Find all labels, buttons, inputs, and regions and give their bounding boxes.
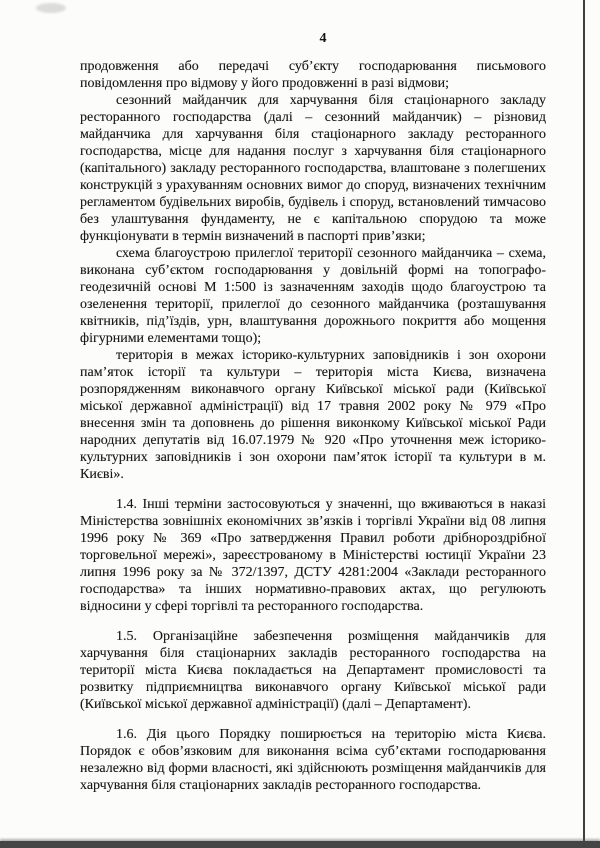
- paragraph: 1.5. Організаційне забезпечення розміщення майданчиків для харчування біля стаціонарних закладів ресторанного господарства на території міста Києва покладається на Департамент промисловості та розвитку підприємництва виконавчого органу Київської міської ради (Київської міської державної адміністрації) (далі – Департамент).: [80, 629, 546, 712]
- scan-edge-line-artifact: [583, 0, 585, 848]
- scan-bottom-edge-artifact: [0, 841, 600, 848]
- paragraph: сезонний майданчик для харчування біля стаціонарного закладу ресторанного господарства (далі – сезонний майданчик) – різновид майданчика для харчування біля стаціонарного закладу ресторанного господарства, місце для надання послуг з харчування біля стаціонарного (капітального) закладу ресторанного господарства, влаштоване з полегшених конструкцій з урахуванням основних вимог до споруд, визначених технічним регламентом будівельних виробів, будівель і споруд, встановлений тимчасово без улаштування фундаменту, не є капітальною спорудою та може функціонувати в термін визначений в паспорті прив’язки;: [80, 93, 546, 244]
- paragraph: 1.4. Інші терміни застосовуються у значенні, що вживаються в наказі Міністерства зовнішніх економічних зв’язків і торгівлі України від 08 липня 1996 року № 369 «Про затвердження Правил роботи дрібнороздрібної торговельної мережі», зареєстрованому в Міністерстві юстиції України 23 липня 1996 року за № 372/1397, ДСТУ 4281:2004 «Заклади ресторанного господарства» та інших нормативно-правових актах, що регулюють відносини у сфері торгівлі та ресторанного господарства.: [80, 497, 546, 614]
- paragraph: схема благоустрою прилеглої території сезонного майданчика – схема, виконана суб’єктом господарювання у довільній формі на топографо-геодезичній основі М 1:500 із зазначенням заходів щодо благоустрою та озеленення території, прилеглої до сезонного майданчика (розташування квітників, під’їздів, урн, влаштування дорожнього покриття або мощення фігурними елементами тощо);: [80, 246, 546, 346]
- scan-smudge-artifact: [36, 3, 66, 13]
- page-number: 4: [319, 31, 327, 46]
- paragraph: 1.6. Дія цього Порядку поширюється на територію міста Києва. Порядок є обов’язковим для виконання всіма суб’єктами господарювання незалежно від форми власності, які здійснюють розміщення майданчиків для харчування біля стаціонарних закладів ресторанного господарства.: [80, 727, 546, 793]
- paragraph: територія в межах історико-культурних заповідників і зон охорони пам’яток історії та культури – територія міста Києва, визначена розпорядженням виконавчого органу Київської міської ради (Київської міської державної адміністрації) від 17 травня 2002 року № 979 «Про внесення змін та доповнень до рішення виконкому Київської міської Ради народних депутатів від 16.07.1979 № 920 «Про уточнення меж історико-культурних заповідників і зон охорони пам’яток історії та культури в м. Києві».: [80, 348, 546, 482]
- paragraph: продовження або передачі суб’єкту господарювання письмового повідомлення про відмову у його продовженні в разі відмови;: [80, 59, 546, 91]
- document-body: [80, 58, 546, 794]
